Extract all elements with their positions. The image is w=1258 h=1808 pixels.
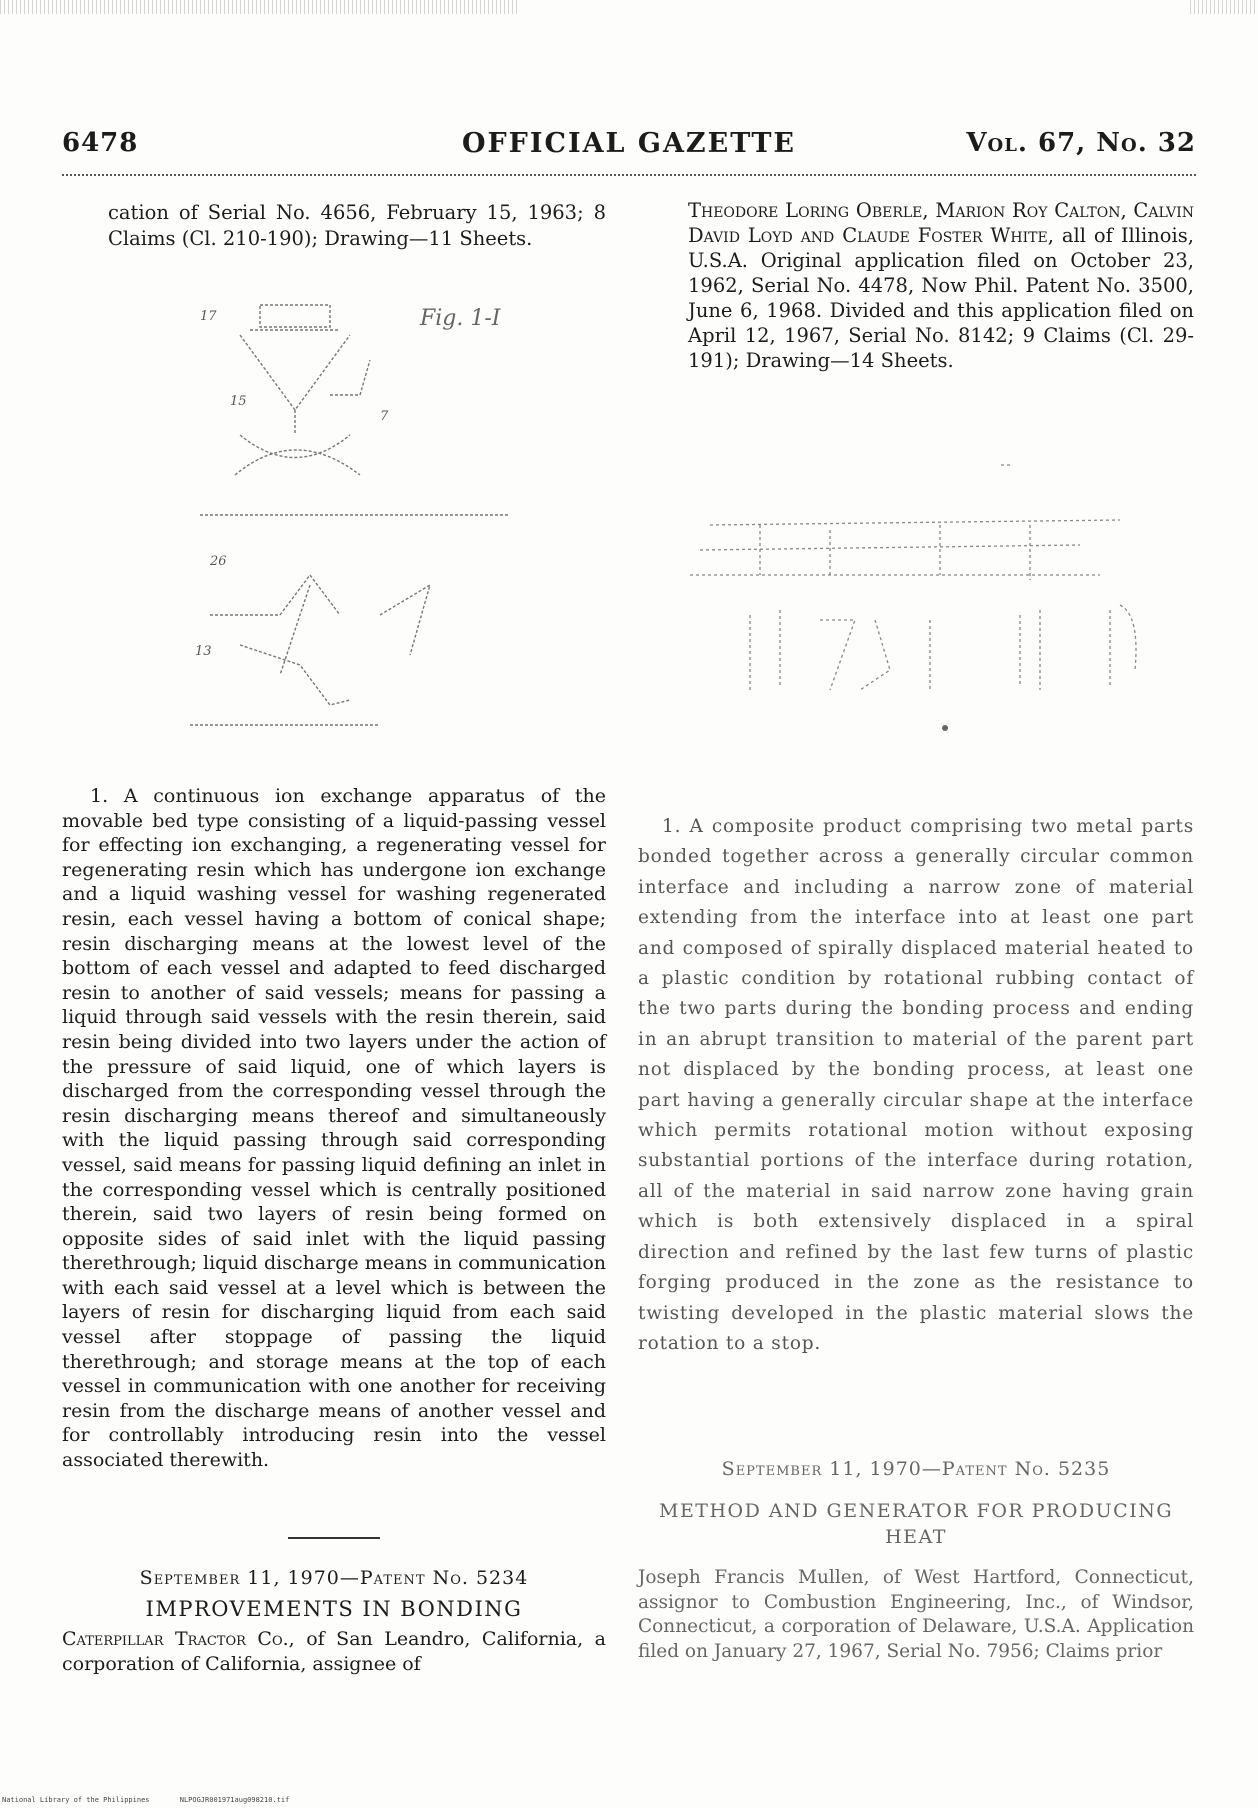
page-number: 6478	[62, 128, 139, 158]
patent-5234-title: IMPROVEMENTS IN BONDING	[145, 1597, 523, 1621]
patent-5234-applicant	[62, 1627, 606, 1676]
fig-ref-15: 15	[230, 394, 247, 409]
continuation-text: cation of Serial No. 4656, February 15, 1963; 8 Claims (Cl. 210-190); Drawing—11 Sheets.	[108, 201, 606, 250]
claim-text-left: 1. A continuous ion exchange apparatus of the movable bed type consisting of a liquid-passing vessel for effecting ion exchanging, a regenerating vessel for regenerating resin which has undergone ion exchange and a liquid washing vessel for washing regenerated resin, each vessel having a bottom of conical shape; resin discharging means at the lowest level of the bottom of each vessel and adapted to feed discharged resin to another of said vessels; means for passing a liquid through said vessels with the resin therein, said resin being divided into two layers under the action of the pressure of said liquid, one of which layers is discharged from the corresponding vessel through the resin discharging means thereof and simultaneously with the liquid passing through said corresponding vessel, said means for passing liquid defining an inlet in the corresponding vessel which is centrally positioned therein, said two layers of resin being formed on opposite sides of said inlet with the liquid passing therethrough; liquid discharge means in communication with each said vessel at a level which is between the layers of resin for discharging liquid from each said vessel after stoppage of passing the liquid therethrough; and storage means at the top of each vessel in communication with one another for receiving resin from the discharge means of another vessel and for controllably introducing resin into the vessel associated therewith.	[62, 785, 606, 1472]
right-column	[638, 198, 1194, 373]
patent-5235-block	[638, 1458, 1194, 1664]
left-column	[62, 200, 606, 252]
ion-exchange-drawing	[180, 285, 540, 750]
scan-noise-top-right	[1190, 0, 1258, 14]
volume-number: Vol. 67, No. 32	[966, 128, 1196, 158]
fig-ref-26: 26	[210, 554, 227, 569]
claim-text-right: 1. A composite product comprising two metal parts bonded together across a generally circular common interface and including a narrow zone of material extending from the interface into at least one part and composed of spirally displaced material heated to a plastic condition by rotational rubbing contact of the two parts during the bonding process and ending in an abrupt transition to material of the parent part not displaced by the bonding process, at least one part having a generally circular shape at the interface which permits rotational motion without exposing substantial portions of the interface during rotation, all of the material in said narrow zone having grain which is both extensively displaced in a spiral direction and refined by the last few turns of plastic forging produced in the zone as the resistance to twisting developed in the plastic material slows the rotation to a stop.	[638, 816, 1194, 1354]
applicant-detail: , of San Leandro, California, a corporation of California, assignee of	[62, 1628, 606, 1675]
patent-5235-applicant: Joseph Francis Mullen, of West Hartford, Connecticut, assignor to Combustion Engineering, Inc., of Windsor, Connecticut, a corporation of Delaware, U.S.A. Application filed on January 27, 1967, Serial No. 7956; Claims prior	[638, 1567, 1194, 1662]
inventors-paragraph	[638, 198, 1194, 373]
scan-noise-top-left	[0, 0, 520, 14]
fig-ref-7: 7	[380, 409, 389, 424]
application-info: , all of Illinois, U.S.A. Original application filed on October 23, 1962, Serial No. 4478, Now Phil. Patent No. 3500, June 6, 1968. Divided and this application filed on April 12, 1967, Serial No. 8142; 9 Claims (Cl. 29-191); Drawing—14 Sheets.	[688, 224, 1194, 372]
fig-ref-13: 13	[195, 644, 212, 659]
fig-ref-17: 17	[200, 309, 217, 324]
separator-rule	[288, 1537, 380, 1539]
scan-footer	[2, 1796, 315, 1804]
publication-title: OFFICIAL GAZETTE	[461, 128, 797, 159]
patent-5234-heading: September 11, 1970—Patent No. 5234	[139, 1567, 529, 1589]
footer-file: NLPOGJR001971aug098210.tif	[179, 1796, 290, 1804]
applicant-name: Caterpillar Tractor Co.	[62, 1628, 289, 1650]
bonding-drawing	[680, 450, 1160, 760]
patent-5234-block	[62, 1537, 606, 1676]
figure-label: Fig. 1-I	[420, 306, 501, 331]
inventor-names: Theodore Loring Oberle, Marion Roy Calton, Calvin David Loyd and Claude Foster White	[688, 199, 1194, 247]
page-header	[62, 128, 1196, 168]
patent-5235-title: METHOD AND GENERATOR FOR PRODUCING HEAT	[658, 1500, 1174, 1548]
patent-drawing-left	[180, 285, 540, 750]
footer-library: National Library of the Philippines	[2, 1796, 150, 1804]
patent-5235-heading: September 11, 1970—Patent No. 5235	[721, 1458, 1111, 1480]
patent-drawing-right	[680, 450, 1160, 760]
header-rule	[62, 174, 1196, 176]
